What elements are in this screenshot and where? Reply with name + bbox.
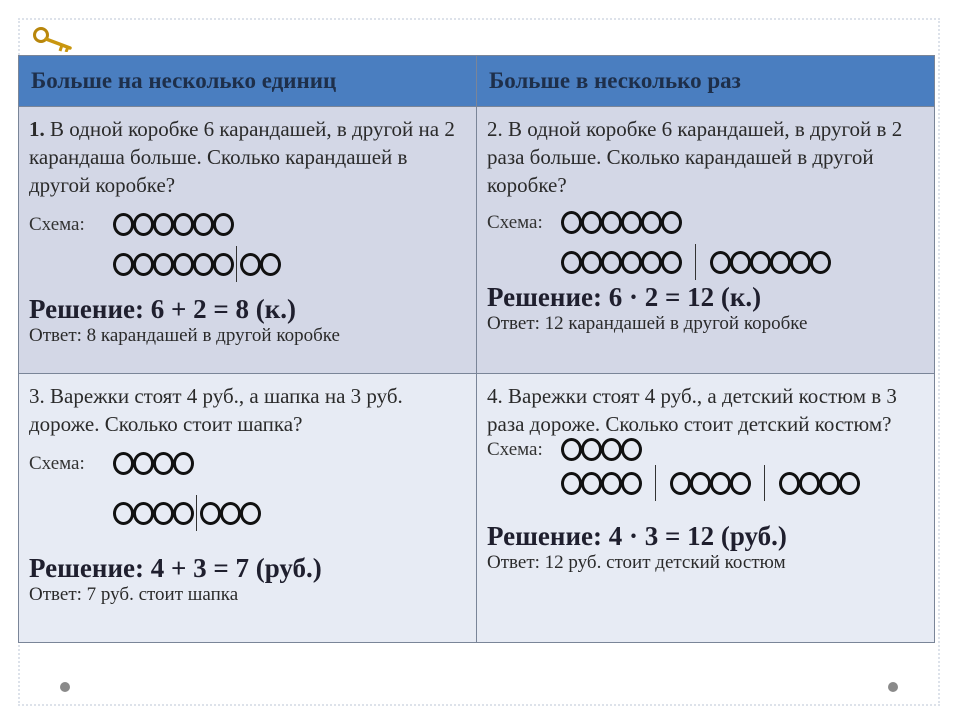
circle-mark	[133, 213, 154, 236]
table-row	[19, 107, 935, 374]
scheme-1-second-row	[29, 246, 466, 282]
circle-mark	[193, 253, 214, 276]
circle-mark	[819, 472, 840, 495]
scheme-4-second-row	[487, 465, 924, 501]
circle-mark	[561, 472, 582, 495]
circle-mark	[710, 251, 731, 274]
circle-mark	[670, 472, 691, 495]
scheme-label: Схема:	[29, 213, 85, 235]
scheme-2-second-row	[487, 244, 924, 280]
circle-mark	[133, 452, 154, 475]
divider	[764, 465, 765, 501]
task-1-number: 1.	[29, 117, 45, 141]
task-2-cell	[477, 107, 935, 374]
answer-2: Ответ: 12 карандашей в другой коробке	[487, 313, 808, 334]
scheme-label: Схема:	[487, 211, 543, 233]
task-4-number: 4.	[487, 384, 503, 408]
scheme-3-first-row	[29, 452, 466, 475]
bullet-dot	[888, 682, 898, 692]
scheme-3-second-row	[29, 495, 466, 531]
circle-mark	[621, 211, 642, 234]
scheme-2-first-row	[487, 211, 924, 234]
divider	[655, 465, 656, 501]
circle-mark	[153, 213, 174, 236]
circle-mark	[661, 251, 682, 274]
circle-mark	[153, 502, 174, 525]
circle-mark	[240, 502, 261, 525]
circle-mark	[113, 253, 134, 276]
circle-mark	[601, 472, 622, 495]
circle-mark	[750, 251, 771, 274]
circle-mark	[730, 251, 751, 274]
solution-3: Решение: 4 + 3 = 7 (руб.)	[29, 553, 322, 583]
circle-mark	[133, 502, 154, 525]
circle-mark	[173, 452, 194, 475]
circle-mark	[193, 213, 214, 236]
solution-1: Решение: 6 + 2 = 8 (к.)	[29, 294, 297, 324]
answer-3: Ответ: 7 руб. стоит шапка	[29, 584, 239, 605]
circle-mark	[113, 452, 134, 475]
circle-mark	[601, 211, 622, 234]
scheme-4-first-row	[487, 438, 924, 461]
task-2-text: 2. В одной коробке 6 карандашей, в другой в 2 раза больше. Сколько карандашей в другой коробке?	[487, 117, 903, 197]
circle-mark	[641, 251, 662, 274]
circle-mark	[839, 472, 860, 495]
scheme-label: Схема:	[29, 452, 85, 474]
circle-mark	[601, 438, 622, 461]
task-1-cell	[19, 107, 477, 374]
circle-mark	[173, 502, 194, 525]
circle-mark	[200, 502, 221, 525]
circle-mark	[173, 213, 194, 236]
comparison-table	[18, 55, 935, 643]
circle-mark	[213, 213, 234, 236]
answer-4: Ответ: 12 руб. стоит детский костюм	[487, 552, 786, 573]
circle-mark	[213, 253, 234, 276]
header-more-by-times: Больше в несколько раз	[477, 56, 935, 107]
circle-mark	[113, 502, 134, 525]
divider	[196, 495, 197, 531]
circle-mark	[581, 472, 602, 495]
circle-mark	[810, 251, 831, 274]
circle-mark	[133, 253, 154, 276]
circle-mark	[220, 502, 241, 525]
circle-mark	[779, 472, 800, 495]
circle-mark	[641, 211, 662, 234]
task-2-number: 2.	[487, 117, 503, 141]
key-icon	[32, 26, 76, 52]
header-row	[19, 56, 935, 107]
circle-mark	[730, 472, 751, 495]
solution-2: Решение: 6 · 2 = 12 (к.)	[487, 282, 762, 312]
divider	[236, 246, 237, 282]
task-3-text: 3. Варежки стоят 4 руб., а шапка на 3 руб. дороже. Сколько стоит шапка?	[29, 384, 403, 436]
solution-4: Решение: 4 · 3 = 12 (руб.)	[487, 521, 787, 551]
circle-mark	[790, 251, 811, 274]
task-4-cell	[477, 374, 935, 643]
circle-mark	[113, 213, 134, 236]
circle-mark	[581, 251, 602, 274]
circle-mark	[153, 452, 174, 475]
circle-mark	[621, 251, 642, 274]
bullet-dot	[60, 682, 70, 692]
circle-mark	[240, 253, 261, 276]
scheme-1-first-row	[29, 213, 466, 236]
circle-mark	[260, 253, 281, 276]
circle-mark	[799, 472, 820, 495]
circle-mark	[661, 211, 682, 234]
header-more-by-units: Больше на несколько единиц	[19, 56, 477, 107]
circle-mark	[601, 251, 622, 274]
circle-mark	[561, 211, 582, 234]
circle-mark	[561, 438, 582, 461]
circle-mark	[621, 472, 642, 495]
circle-mark	[690, 472, 711, 495]
circle-mark	[173, 253, 194, 276]
task-1-text: 1. В одной коробке 6 карандашей, в другой на 2 карандаша больше. Сколько карандашей в другой коробке?	[29, 117, 455, 197]
task-3-cell	[19, 374, 477, 643]
circle-mark	[710, 472, 731, 495]
divider	[695, 244, 696, 280]
circle-mark	[581, 438, 602, 461]
circle-mark	[581, 211, 602, 234]
circle-mark	[770, 251, 791, 274]
circle-mark	[153, 253, 174, 276]
circle-mark	[621, 438, 642, 461]
task-4-text: 4. Варежки стоят 4 руб., а детский костюм в 3 раза дороже. Сколько стоит детский костюм?	[487, 384, 897, 436]
circle-mark	[561, 251, 582, 274]
answer-1: Ответ: 8 карандашей в другой коробке	[29, 325, 340, 346]
scheme-label: Схема:	[487, 438, 543, 460]
task-3-number: 3.	[29, 384, 45, 408]
table-row	[19, 374, 935, 643]
